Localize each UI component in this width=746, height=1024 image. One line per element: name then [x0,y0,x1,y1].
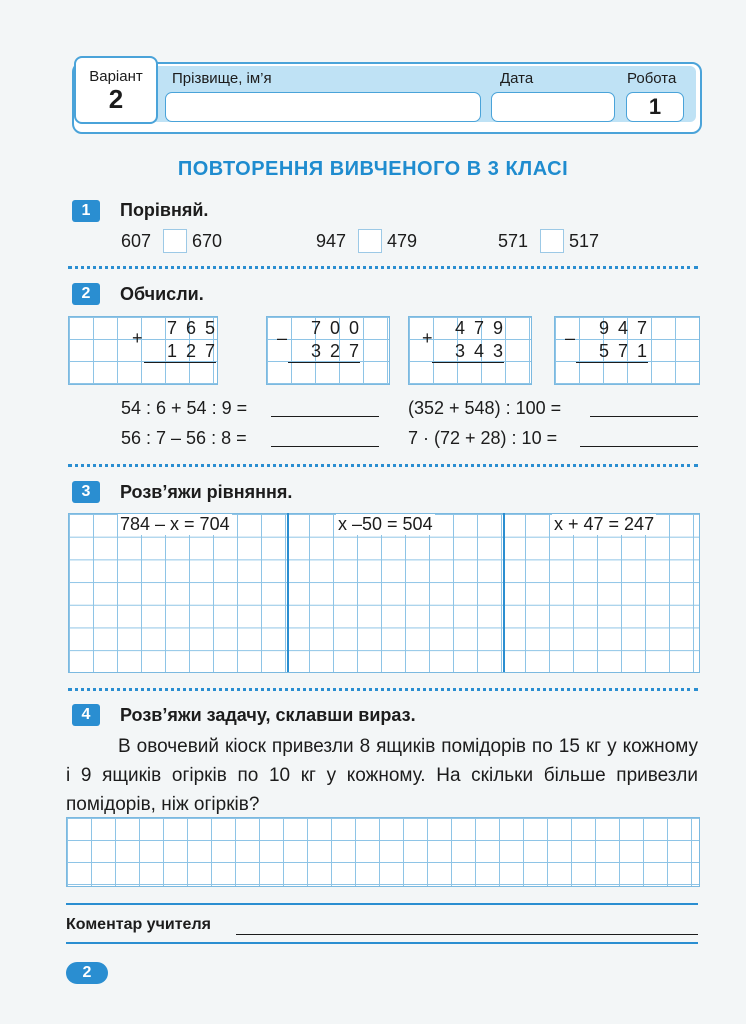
footer-rule [66,903,698,905]
section-divider [68,266,698,269]
footer-rule [66,942,698,944]
column-sum-line [144,362,216,363]
expression: (352 + 548) : 100 = [408,398,562,418]
column-operator: + [422,328,433,348]
task2-title: Обчисли. [120,284,204,304]
equation: x –50 = 504 [338,514,433,534]
name-field[interactable] [165,92,481,122]
column-sum-line [288,362,360,363]
solution-grid[interactable] [66,817,700,887]
work-number: 1 [626,92,684,122]
date-field[interactable] [491,92,615,122]
section-divider [68,688,698,691]
compare-box[interactable] [540,229,564,253]
work-label: Робота [627,70,677,87]
answer-line[interactable] [580,428,698,447]
column-sum-line [576,362,648,363]
expression: 7 · (72 + 28) : 10 = [408,428,558,448]
page-title: ПОВТОРЕННЯ ВИВЧЕНОГО В 3 КЛАСІ [177,158,569,180]
compare-a: 947 [316,231,347,251]
compare-b: 670 [192,231,223,251]
answer-line[interactable] [271,398,379,417]
task4-title: Розв’яжи задачу, склавши вираз. [120,705,416,725]
column-top-number: 765 [166,318,224,338]
compare-box[interactable] [358,229,382,253]
word-problem: В овочевий кіоск привезли 8 ящиків помідорів по 15 кг у кожному і 9 ящиків огірків по 10 кг у кожному. На скільки більше привезли помідорів, ніж огірків? [66,736,698,815]
task3-number: 3 [72,481,100,503]
expression: 56 : 7 – 56 : 8 = [121,428,247,448]
variant-number: 2 [108,84,124,114]
task2-number: 2 [72,283,100,305]
column-top-number: 947 [598,318,656,338]
compare-b: 479 [387,231,418,251]
column-bottom-number: 127 [166,341,224,361]
equation: 784 – x = 704 [120,514,230,534]
task3-title: Розв’яжи рівняння. [120,482,293,502]
column-separator [503,513,505,672]
answer-line[interactable] [271,428,379,447]
column-separator [287,513,289,672]
comment-label: Коментар учителя [66,916,211,933]
comment-line[interactable] [236,916,698,935]
column-top-number: 700 [310,318,368,338]
compare-a: 571 [498,231,529,251]
column-sum-line [432,362,504,363]
column-operator: – [277,328,288,348]
expression: 54 : 6 + 54 : 9 = [121,398,248,418]
task1-title: Порівняй. [120,200,209,220]
column-bottom-number: 571 [598,341,656,361]
equation-grid[interactable] [68,513,700,673]
equation: x + 47 = 247 [554,514,655,534]
page-number: 2 [66,962,108,984]
section-divider [68,464,698,467]
compare-b: 517 [569,231,600,251]
compare-a: 607 [121,231,152,251]
variant-label: Варіант [89,68,143,85]
answer-line[interactable] [590,398,698,417]
task4-number: 4 [72,704,100,726]
column-operator: – [565,328,576,348]
variant-box [74,56,158,124]
task1-number: 1 [72,200,100,222]
column-bottom-number: 343 [454,341,512,361]
column-operator: + [132,328,143,348]
column-bottom-number: 327 [310,341,368,361]
column-top-number: 479 [454,318,512,338]
compare-box[interactable] [163,229,187,253]
date-label: Дата [500,70,534,87]
name-label: Прізвище, ім’я [172,70,272,87]
